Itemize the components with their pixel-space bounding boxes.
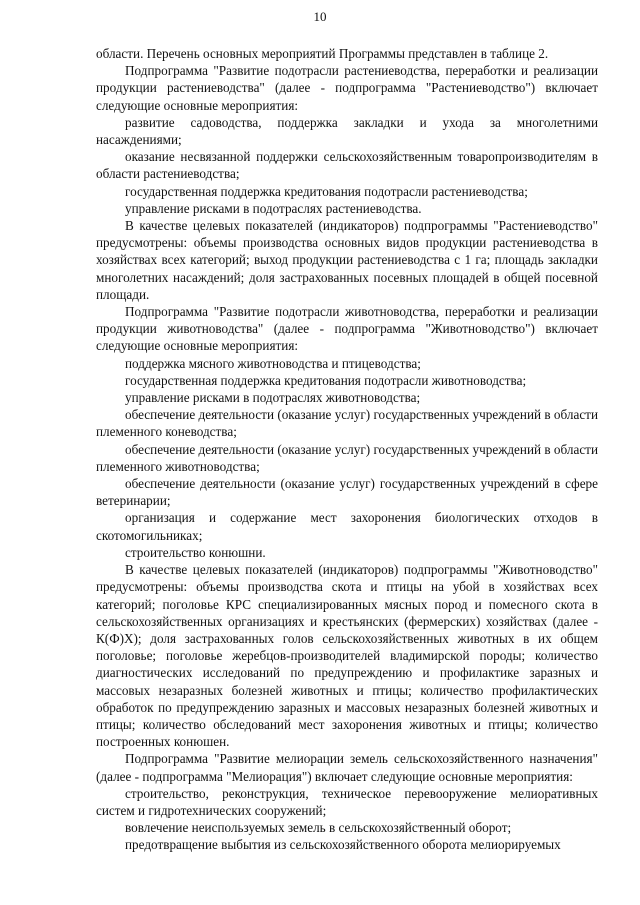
paragraph-6: управление рисками в подотраслях растениеводства. (125, 200, 422, 216)
paragraph-17: В качестве целевых показателей (индикаторов) подпрограммы "Животноводство" предусмотрены: объемы производства скота и птицы на убой в хозяйствах всех категорий; поголовье КРС специализированных мясных пород и помесного скота в сельскохозяйственных организациях и крестьянских (фермерских) хозяйствах (далее - К(Ф)Х); доля застрахованных голов сельскохозяйственных животных в их общем поголовье; поголовье жеребцов-производителей владимирской породы; количество диагностических исследований по предупреждению и профилактике заразных и массовых незаразных болезней животных и птицы; количество профилактических обработок по предупреждению заразных и массовых незаразных болезней животных и птицы; количество обследований мест захоронения животных и птицы; количество построенных конюшен. (96, 562, 598, 750)
paragraph-1: области. Перечень основных мероприятий Программы представлен в таблице 2. (96, 46, 549, 61)
paragraph-19: строительство, реконструкция, техническое перевооружение мелиоративных систем и гидротехнических сооружений; (96, 785, 598, 818)
paragraph-4: оказание несвязанной поддержки сельскохозяйственным товаропроизводителям в области растениеводства; (96, 149, 598, 182)
paragraph-9: поддержка мясного животноводства и птицеводства; (125, 355, 421, 371)
page-number: 10 (313, 9, 327, 24)
paragraph-18: Подпрограмма "Развитие мелиорации земель сельскохозяйственного назначения" (далее - подпрограмма "Мелиорация") включает следующие основные мероприятия: (96, 751, 598, 784)
paragraph-15: организация и содержание мест захоронения биологических отходов в скотомогильниках; (96, 510, 598, 543)
paragraph-2: Подпрограмма "Развитие подотрасли растениеводства, переработки и реализации продукции растениеводства" (далее - подпрограмма "Растениеводство") включает следующие основные мероприятия: (96, 63, 598, 113)
paragraph-13: обеспечение деятельности (оказание услуг) государственных учреждений в области племенного животноводства; (96, 441, 598, 474)
paragraph-12: обеспечение деятельности (оказание услуг) государственных учреждений в области племенного коневодства; (96, 407, 598, 440)
paragraph-5: государственная поддержка кредитования подотрасли растениеводства; (125, 183, 528, 199)
paragraph-21: предотвращение выбытия из сельскохозяйственного оборота мелиорируемых (125, 837, 561, 853)
paragraph-11: управление рисками в подотраслях животноводства; (125, 390, 421, 406)
paragraph-14: обеспечение деятельности (оказание услуг) государственных учреждений в сфере ветеринарии; (96, 476, 598, 509)
body-text (96, 45, 598, 854)
paragraph-16: строительство конюшни. (125, 544, 266, 560)
paragraph-20: вовлечение неиспользуемых земель в сельскохозяйственный оборот; (125, 820, 512, 836)
paragraph-3: развитие садоводства, поддержка закладки и ухода за многолетними насаждениями; (96, 114, 598, 148)
paragraph-8: Подпрограмма "Развитие подотрасли животноводства, переработки и реализации продукции животноводства" (далее - подпрограмма "Животноводство") включает следующие основные мероприятия: (96, 304, 598, 354)
paragraph-7: В качестве целевых показателей (индикаторов) подпрограммы "Растениеводство" предусмотрены: объемы производства основных видов продукции растениеводства в хозяйствах всех категорий; выход продукции растениеводства с 1 га; площадь закладки многолетних насаждений; доля застрахованных посевных площадей в общей посевной площади. (96, 218, 598, 302)
paragraph-10: государственная поддержка кредитования подотрасли животноводства; (125, 372, 527, 388)
